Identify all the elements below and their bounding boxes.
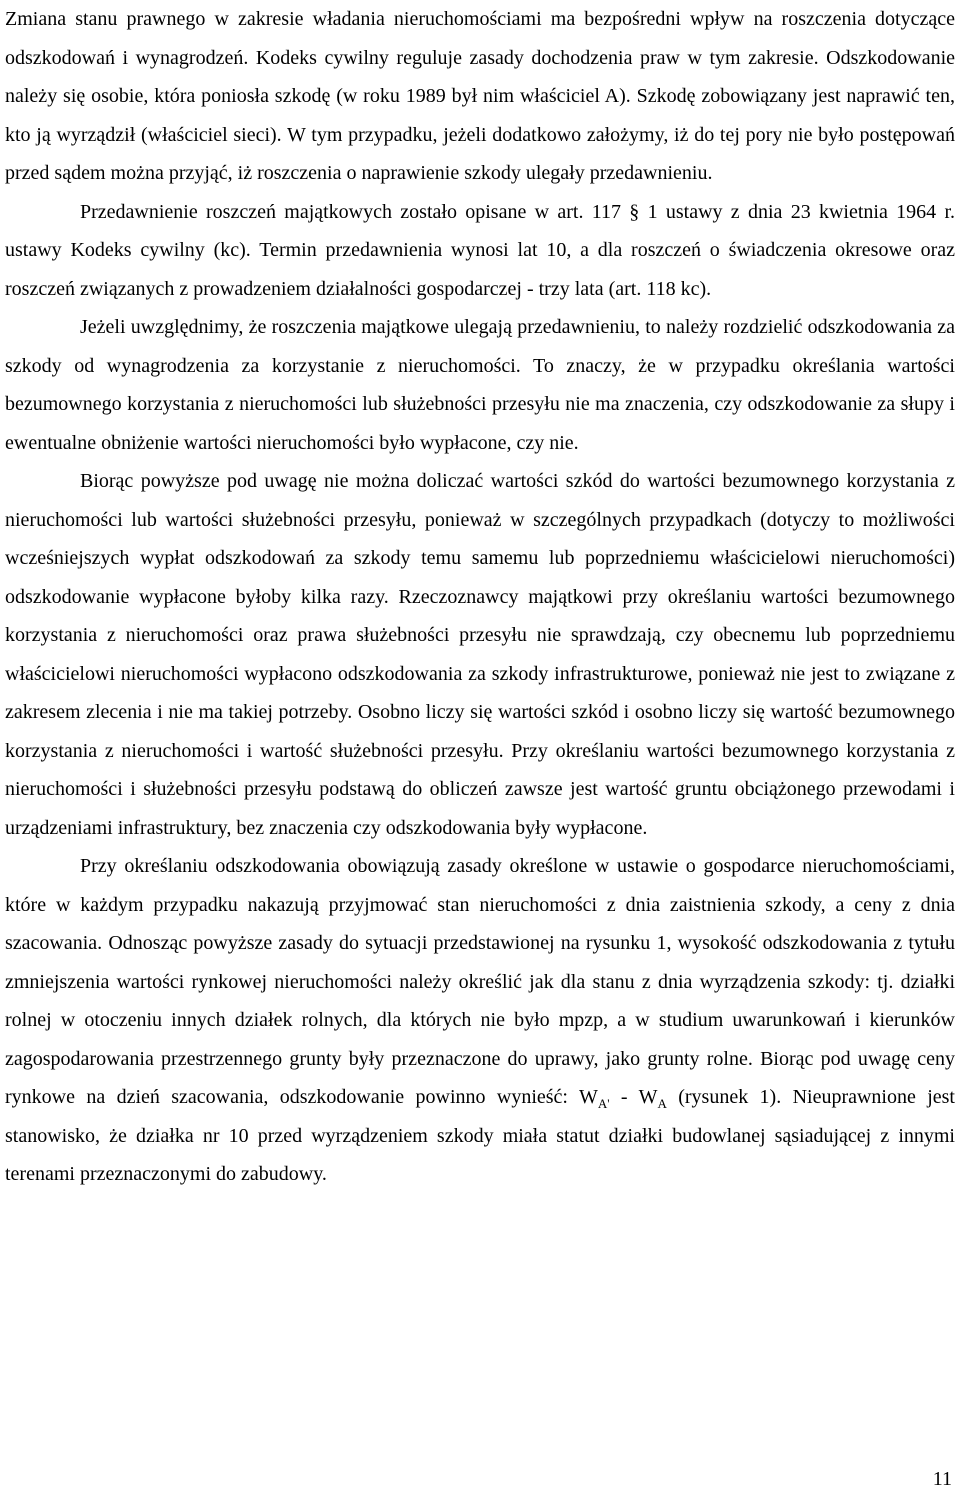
paragraph-5-text-a: Przy określaniu odszkodowania obowiązują zasady określone w ustawie o gospodarce nieruchomościami, które w każdym przypadku nakazują przyjmować stan nieruchomości z dnia zaistnienia szkody, a ceny z dnia szacowania. Odnosząc powyższe zasady do sytuacji przedstawionej na rysunku 1, wysokość odszkodowania z tytułu zmniejszenia wartości rynkowej nieruchomości należy określić jak dla stanu z dnia wyrządzenia szkody: tj. działki rolnej w otoczeniu innych działek rolnych, dla których nie było mpzp, a w studium uwarunkowań i kierunków zagospodarowania przestrzennego grunty były przeznaczone do uprawy, jako grunty rolne. Biorąc pod uwagę ceny rynkowe na dzień szacowania, odszkodowanie powinno wynieść: W — [5, 855, 955, 1108]
subscript-a: A — [657, 1096, 667, 1111]
paragraph-5-text-b: - W — [609, 1086, 658, 1108]
paragraph-5 — [5, 847, 955, 1194]
paragraph-2: Przedawnienie roszczeń majątkowych zostało opisane w art. 117 § 1 ustawy z dnia 23 kwietnia 1964 r. ustawy Kodeks cywilny (kc). Termin przedawnienia wynosi lat 10, a dla roszczeń o świadczenia okresowe oraz roszczeń związanych z prowadzeniem działalności gospodarczej - trzy lata (art. 118 kc). — [5, 200, 955, 300]
paragraph-4: Biorąc powyższe pod uwagę nie można doliczać wartości szkód do wartości bezumownego korzystania z nieruchomości lub wartości służebności przesyłu, ponieważ w szczególnych przypadkach (dotyczy to możliwości wcześniejszych wypłat odszkodowań za szkody temu samemu lub poprzedniemu właścicielowi nieruchomości) odszkodowanie wypłacone byłoby kilka razy. Rzeczoznawcy majątkowi przy określaniu wartości bezumownego korzystania z nieruchomości oraz prawa służebności przesyłu nie sprawdzają, czy obecnemu lub poprzedniemu właścicielowi nieruchomości wypłacono odszkodowania za szkody infrastrukturowe, ponieważ nie jest to związane z zakresem zlecenia i nie ma takiej potrzeby. Osobno liczy się wartości szkód i osobno liczy się wartość bezumownego korzystania z nieruchomości i wartość służebności przesyłu. Przy określaniu wartości bezumownego korzystania z nieruchomości i służebności przesyłu podstawą do obliczeń zawsze jest wartość gruntu obciążonego przewodami i urządzeniami infrastruktury, bez znaczenia czy odszkodowania były wypłacone. — [5, 470, 955, 839]
paragraph-3: Jeżeli uwzględnimy, że roszczenia majątkowe ulegają przedawnieniu, to należy rozdzielić odszkodowania za szkody od wynagrodzenia za korzystanie z nieruchomości. To znaczy, że w przypadku określania wartości bezumownego korzystania z nieruchomości lub służebności przesyłu nie ma znaczenia, czy odszkodowanie za słupy i ewentualne obniżenie wartości nieruchomości było wypłacone, czy nie. — [5, 316, 955, 454]
page-number: 11 — [932, 1468, 952, 1490]
subscript-a-prime: A' — [597, 1096, 610, 1111]
paragraph-5-text-c: (rysunek 1). Nieuprawnione jest stanowisko, że działka nr 10 przed wyrządzeniem szkody miała statut działki budowlanej sąsiadującej z innymi terenami przeznaczonymi do zabudowy. — [5, 1086, 955, 1185]
document-page — [5, 0, 955, 1194]
paragraph-1: Zmiana stanu prawnego w zakresie władania nieruchomościami ma bezpośredni wpływ na roszczenia dotyczące odszkodowań i wynagrodzeń. Kodeks cywilny reguluje zasady dochodzenia praw w tym zakresie. Odszkodowanie należy się osobie, która poniosła szkodę (w roku 1989 był nim właściciel A). Szkodę zobowiązany jest naprawić ten, kto ją wyrządził (właściciel sieci). W tym przypadku, jeżeli dodatkowo założymy, iż do tej pory nie było postępowań przed sądem można przyjąć, iż roszczenia o naprawienie szkody ulegały przedawnieniu. — [5, 8, 955, 184]
